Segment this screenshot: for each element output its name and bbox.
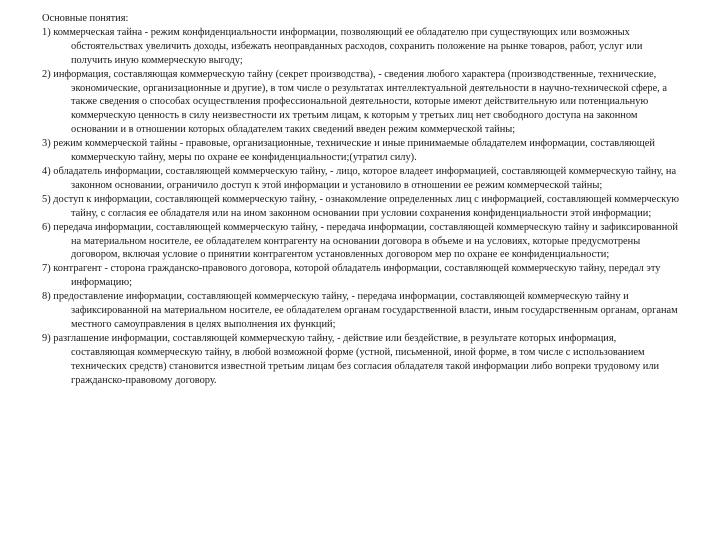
definition-item-4: 4) обладатель информации, составляющей коммерческую тайну, - лицо, которое владеет информацией, составляющей коммерческую тайну, на законном основании, ограничило доступ к этой информации и установило в отношении ее режим коммерческой тайны;	[42, 165, 677, 191]
definition-item-7: 7) контрагент - сторона гражданско-правового договора, которой обладатель информации, составляющей коммерческую тайну, передал эту информацию;	[42, 263, 661, 289]
definition-item-6: 6) передача информации, составляющей коммерческую тайну, - передача информации, составляющей коммерческую тайну и зафиксированной на материальном носителе, ее обладателем контрагенту на основании договора в объеме и на условиях, которые предусмотрены договором, включая условие о принятии контрагентом установленных договором мер по охране ее конфиденциальности;	[42, 221, 678, 261]
definition-item-9: 9) разглашение информации, составляющей коммерческую тайну, - действие или бездействие, в результате которых информация, составляющая коммерческую тайну, в любой возможной форме (устной, письменной, иной форме, в том числе с использованием технических средств) становится известной третьим лицам без согласия обладателя такой информации либо вопреки трудовому или гражданско-правовому договору.	[42, 332, 660, 386]
definition-item-1: 1) коммерческая тайна - режим конфиденциальности информации, позволяющий ее обладателю при существующих или возможных обстоятельствах увеличить доходы, избежать неоправданных расходов, сохранить положение на рынке товаров, работ, услуг или получить иную коммерческую выгоду;	[42, 26, 643, 66]
definition-item-3: 3) режим коммерческой тайны - правовые, организационные, технические и иные принимаемые обладателем информации, составляющей коммерческую тайну, меры по охране ее конфиденциальности;(утратил силу).	[42, 138, 655, 164]
definition-item-8: 8) предоставление информации, составляющей коммерческую тайну, - передача информации, составляющей коммерческую тайну и зафиксированной на материальном носителе, ее обладателем органам государственной власти, иным государственным органам, органам местного самоуправления в целях выполнения их функций;	[42, 291, 678, 330]
definitions-text-block	[42, 12, 682, 387]
definition-item-5: 5) доступ к информации, составляющей коммерческую тайну, - ознакомление определенных лиц с информацией, составляющей коммерческую тайну, с согласия ее обладателя или на ином законном основании при условии сохранения конфиденциальности этой информации;	[42, 193, 680, 219]
section-heading: Основные понятия:	[42, 13, 129, 24]
definition-item-2: 2) информация, составляющая коммерческую тайну (секрет производства), - сведения любого характера (производственные, технические, экономические, организационные и другие), в том числе о результатах интеллектуальной деятельности в научно-технической сфере, а также сведения о способах осуществления профессиональной деятельности, которые имеют действительную или потенциальную коммерческую ценность в силу неизвестности их третьим лицам, к которым у третьих лиц нет свободного доступа на законном основании и в отношении которых обладателем таких сведений введен режим коммерческой тайны;	[42, 68, 667, 136]
